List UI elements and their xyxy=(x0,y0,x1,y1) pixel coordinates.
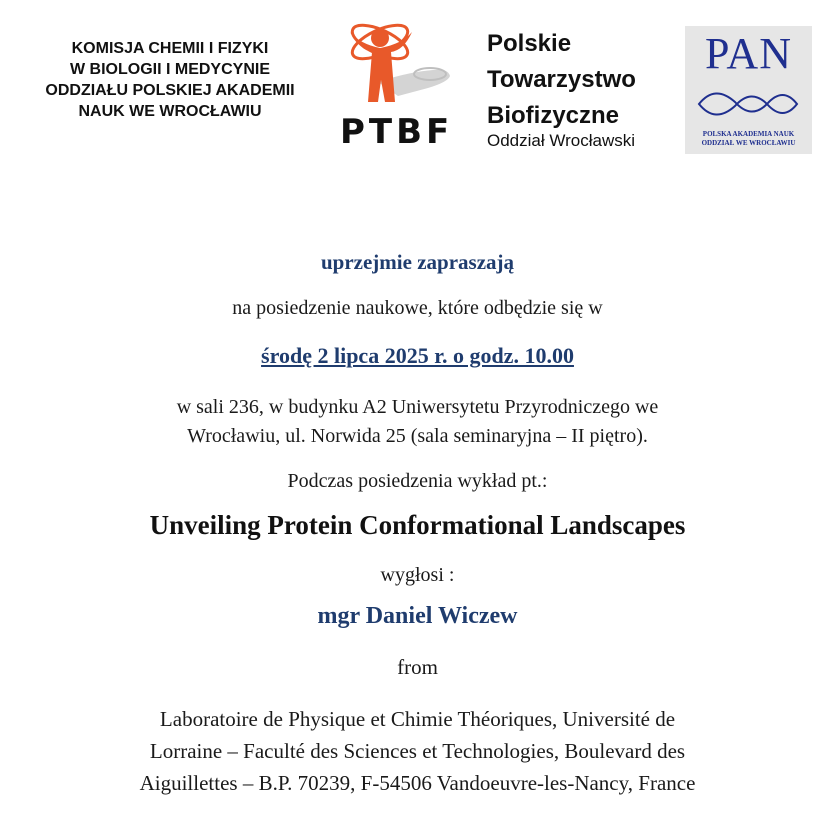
affiliation xyxy=(0,703,835,799)
ptbf-logo-text: PTBF xyxy=(340,112,454,152)
affiliation-line: Aiguillettes – B.P. 70239, F-54506 Vandoeuvre-les-Nancy, France xyxy=(139,771,696,795)
lecture-title: Unveiling Protein Conformational Landscapes xyxy=(149,510,686,540)
pan-infinity-icon xyxy=(695,82,802,126)
place-line: w sali 236, w budynku A2 Uniwersytetu Przyrodniczego we xyxy=(176,396,659,418)
komisja-line: ODDZIAŁU POLSKIEJ AKADEMII xyxy=(45,82,295,99)
affiliation-line: Laboratoire de Physique et Chimie Théoriques, Université de xyxy=(159,707,676,731)
ptb-line: Polskie xyxy=(487,30,572,57)
speaker-name: mgr Daniel Wiczew xyxy=(317,603,518,629)
speaker-intro: wygłosi : xyxy=(380,564,455,586)
lecture-intro: Podczas posiedzenia wykład pt.: xyxy=(287,470,548,492)
invite-heading: uprzejmie zapraszają xyxy=(320,250,515,274)
komisja-line: KOMISJA CHEMII I FIZYKI xyxy=(71,40,269,57)
event-place xyxy=(0,393,835,451)
komisja-line: W BIOLOGII I MEDYCYNIE xyxy=(69,61,270,78)
pan-logo xyxy=(685,26,812,154)
ptb-name xyxy=(487,26,677,134)
ptb-line: Biofizyczne xyxy=(487,102,620,129)
pan-caption-line: POLSKA AKADEMIA NAUK xyxy=(702,130,795,138)
ptb-branch: Oddział Wrocławski xyxy=(487,131,636,150)
komisja-line: NAUK WE WROCŁAWIU xyxy=(78,103,262,120)
place-line: Wrocławiu, ul. Norwida 25 (sala seminaryjna – II piętro). xyxy=(187,425,648,447)
komisja-heading xyxy=(8,38,332,122)
affiliation-line: Lorraine – Faculté des Sciences et Technologies, Boulevard des xyxy=(149,739,686,763)
from-label: from xyxy=(397,655,438,679)
ptb-line: Towarzystwo xyxy=(487,66,636,93)
intro-text: na posiedzenie naukowe, które odbędzie się w xyxy=(232,297,603,319)
header xyxy=(0,0,835,170)
event-date: środę 2 lipca 2025 r. o godz. 10.00 xyxy=(261,343,574,368)
pan-logo-text: PAN xyxy=(705,29,792,78)
pan-caption-line: ODDZIAŁ WE WROCŁAWIU xyxy=(701,139,796,147)
